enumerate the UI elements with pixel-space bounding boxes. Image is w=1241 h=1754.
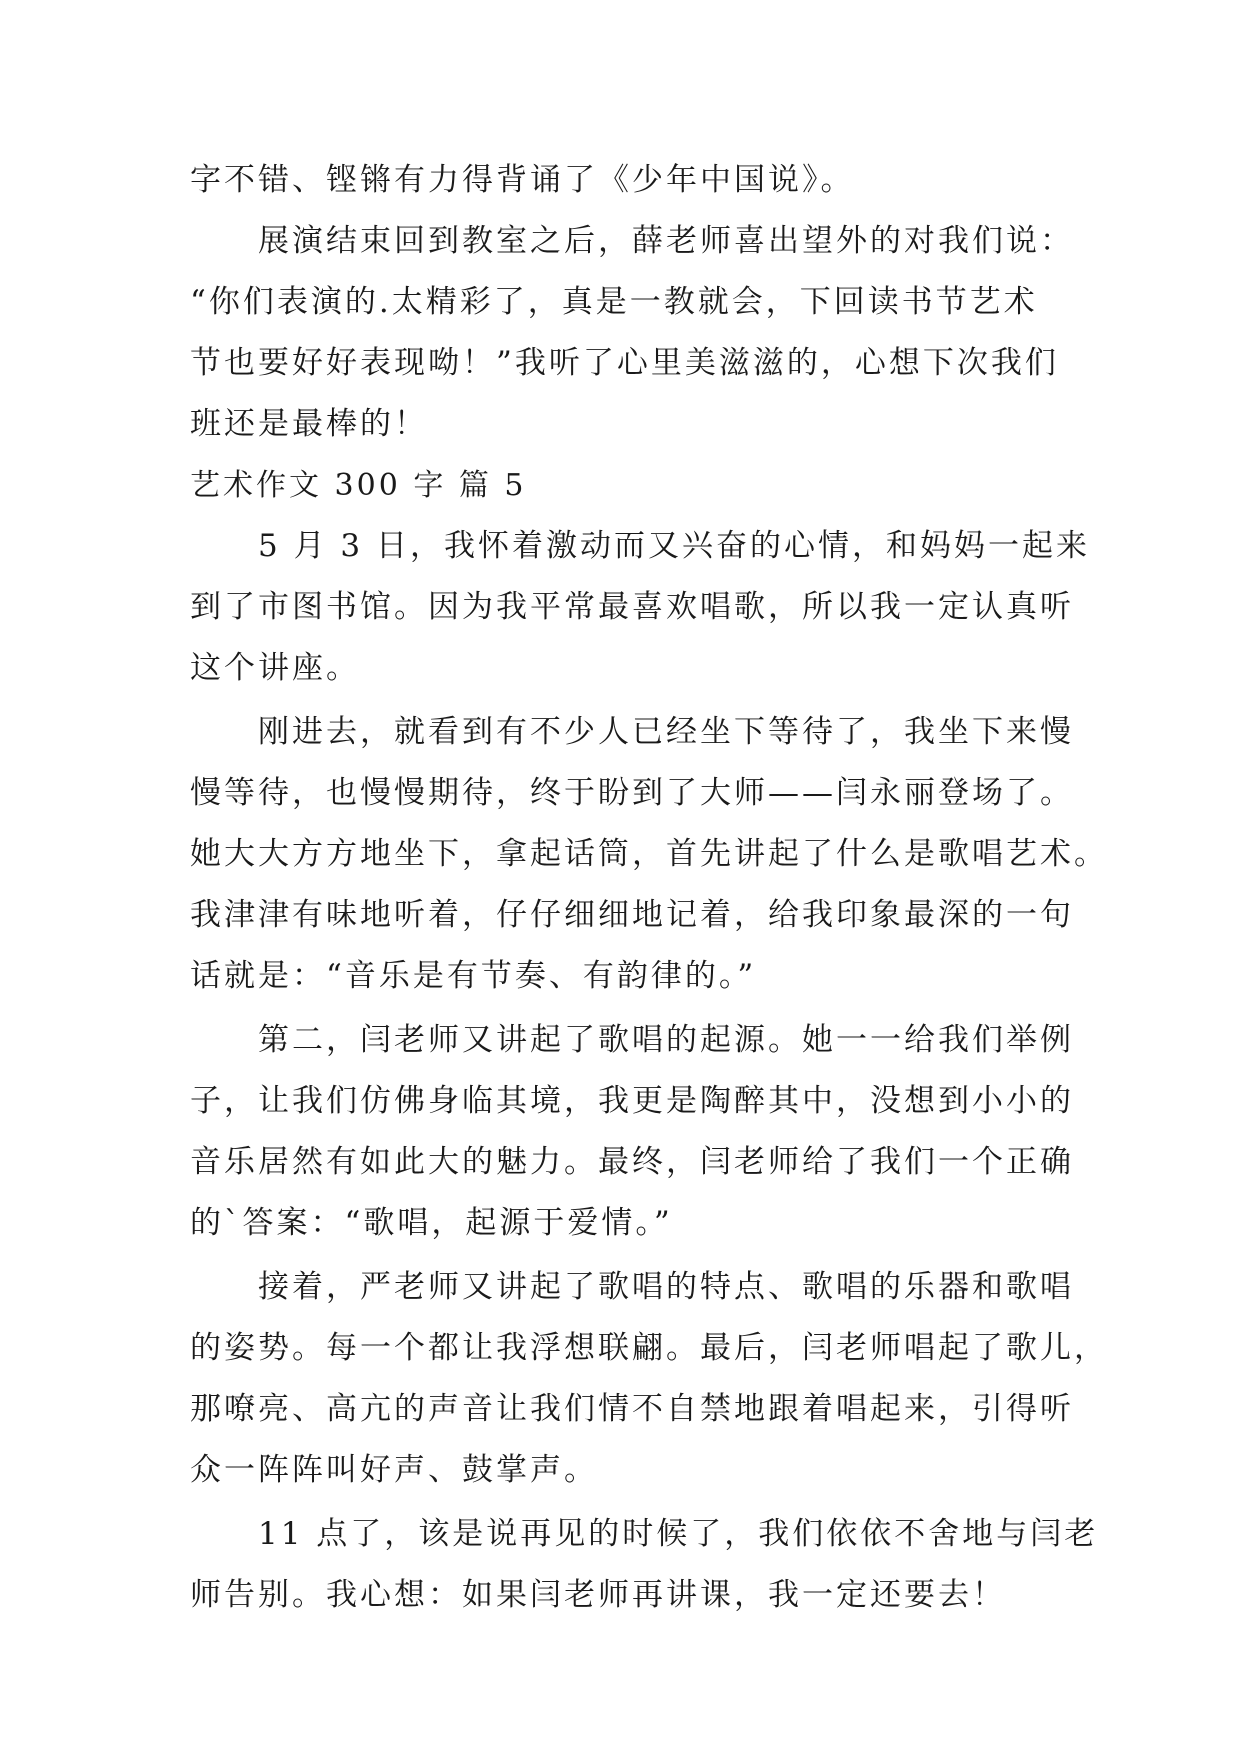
- paragraph-6: [190, 1257, 1108, 1501]
- text-line: 到了市图书馆。因为我平常最喜欢唱歌，所以我一定认真听: [190, 589, 1074, 625]
- text-line: 班还是最棒的！: [190, 406, 428, 442]
- text-line: 的`答案：“歌唱，起源于爱情。”: [190, 1205, 673, 1241]
- text-line: 节也要好好表现呦！”我听了心里美滋滋的，心想下次我们: [190, 345, 1059, 381]
- article-body: [190, 150, 1108, 1626]
- text-line: 子，让我们仿佛身临其境，我更是陶醉其中，没想到小小的: [190, 1083, 1074, 1119]
- text-line: 众一阵阵叫好声、鼓掌声。: [190, 1452, 598, 1488]
- paragraph-2: [190, 211, 1074, 455]
- text-line: 慢等待，也慢慢期待，终于盼到了大师——闫永丽登场了。: [190, 775, 1074, 811]
- text-line: 的姿势。每一个都让我浮想联翩。最后，闫老师唱起了歌儿，: [190, 1330, 1108, 1366]
- text-line: 我津津有味地听着，仔仔细细地记着，给我印象最深的一句: [190, 897, 1074, 933]
- paragraph-1: [190, 150, 1070, 211]
- heading-text: 艺术作文 300 字 篇 5: [190, 468, 527, 503]
- text-line: 这个讲座。: [190, 650, 360, 686]
- text-line: 师告别。我心想：如果闫老师再讲课，我一定还要去！: [190, 1577, 1006, 1613]
- paragraph-4: [190, 702, 1108, 1007]
- text-line: 那嘹亮、高亢的声音让我们情不自禁地跟着唱起来，引得听: [190, 1391, 1074, 1427]
- text-line: 11 点了，该是说再见的时候了，我们依依不舍地与闫老: [258, 1516, 1099, 1552]
- text-line: 字不错、铿锵有力得背诵了《少年中国说》。: [190, 162, 855, 198]
- text-line: 接着，严老师又讲起了歌唱的特点、歌唱的乐器和歌唱: [258, 1269, 1074, 1305]
- text-line: 5 月 3 日，我怀着激动而又兴奋的心情，和妈妈一起来: [258, 528, 1091, 564]
- text-line: 刚进去，就看到有不少人已经坐下等待了，我坐下来慢: [258, 714, 1074, 750]
- text-line: 话就是：“音乐是有节奏、有韵律的。”: [190, 958, 757, 994]
- paragraph-5: [190, 1010, 1074, 1254]
- text-line: “你们表演的.太精彩了，真是一教就会，下回读书节艺术: [190, 284, 1038, 320]
- text-line: 她大大方方地坐下，拿起话筒，首先讲起了什么是歌唱艺术。: [190, 836, 1108, 872]
- text-line: 展演结束回到教室之后，薛老师喜出望外的对我们说：: [258, 223, 1074, 259]
- text-line: 音乐居然有如此大的魅力。最终，闫老师给了我们一个正确: [190, 1144, 1074, 1180]
- section-heading: [190, 455, 1070, 516]
- paragraph-7: [190, 1504, 1099, 1626]
- paragraph-3: [190, 516, 1091, 699]
- text-line: 第二，闫老师又讲起了歌唱的起源。她一一给我们举例: [258, 1022, 1074, 1058]
